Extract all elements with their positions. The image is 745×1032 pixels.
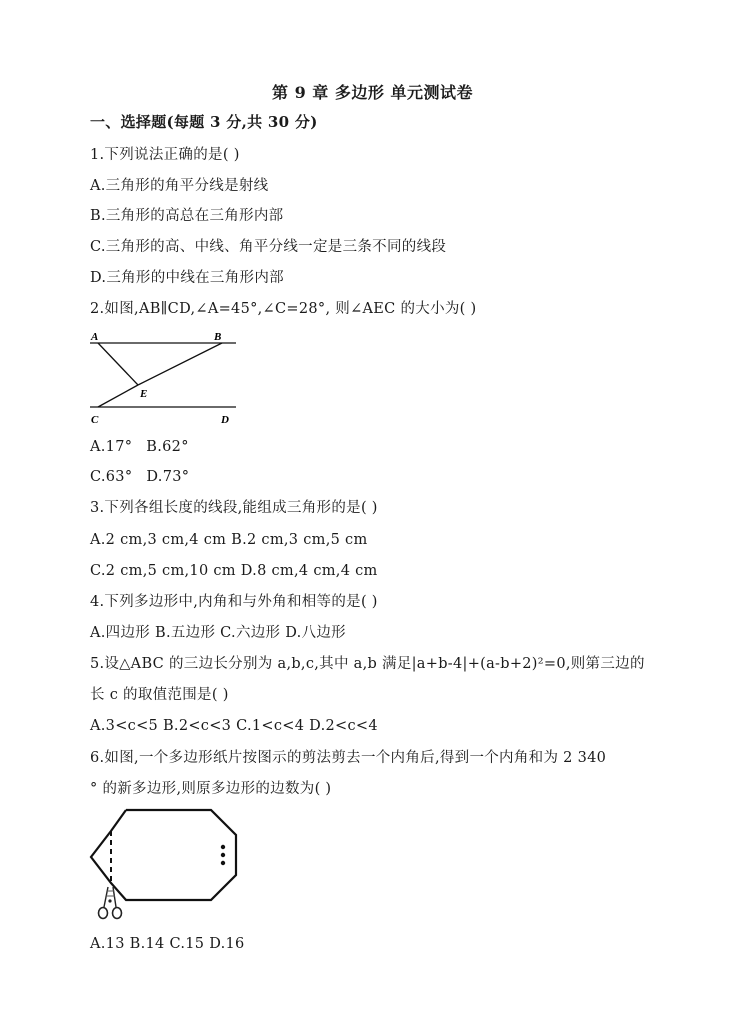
question-2-option-a: A.17° (90, 439, 133, 455)
question-1-option-b: B.三角形的高总在三角形内部 (90, 208, 284, 224)
question-2-option-d: D.73° (146, 469, 190, 485)
question-3-stem: 3.下列各组长度的线段,能组成三角形的是( ) (90, 500, 378, 516)
label-b: B (214, 331, 222, 343)
question-1-option-d: D.三角形的中线在三角形内部 (90, 270, 284, 286)
question-2-options-row2 (90, 467, 189, 487)
question-6-stem-line2: ° 的新多边形,则原多边形的边数为( ) (90, 781, 332, 797)
question-2-option-c: C.63° (90, 469, 133, 485)
question-5-stem-line2: 长 c 的取值范围是( ) (90, 687, 229, 703)
question-2-figure (88, 328, 248, 428)
question-1-option-c: C.三角形的高、中线、角平分线一定是三条不同的线段 (90, 239, 447, 255)
question-1-stem: 1.下列说法正确的是( ) (90, 147, 240, 163)
question-6-stem-line1: 6.如图,一个多边形纸片按图示的剪法剪去一个内角后,得到一个内角和为 2 340 (90, 750, 607, 766)
question-5-stem-line1: 5.设△ABC 的三边长分别为 a,b,c,其中 a,b 满足|a+b-4|+(a-b+2)²=0,则第三边的 (90, 656, 645, 672)
ellipsis-dot (221, 845, 225, 849)
page-title: 第 9 章 多边形 单元测试卷 (272, 83, 473, 102)
segment-be (138, 343, 222, 385)
section-heading-choice: 一、选择题(每题 3 分,共 30 分) (90, 113, 318, 131)
label-a: A (91, 331, 99, 343)
ellipsis-dot (221, 853, 225, 857)
question-3-options-row1: A.2 cm,3 cm,4 cm B.2 cm,3 cm,5 cm (90, 532, 368, 548)
question-4-stem: 4.下列多边形中,内角和与外角和相等的是( ) (90, 594, 378, 610)
question-2-option-b: B.62° (146, 439, 189, 455)
question-5-options: A.3<c<5 B.2<c<3 C.1<c<4 D.2<c<4 (90, 718, 378, 734)
segment-ce (98, 385, 138, 407)
label-d: D (221, 414, 229, 426)
question-6-figure (86, 805, 246, 925)
label-e: E (140, 388, 148, 400)
segment-ae (98, 343, 138, 385)
question-2-stem: 2.如图,AB∥CD,∠A=45°,∠C=28°, 则∠AEC 的大小为( ) (90, 301, 477, 317)
label-c: C (91, 414, 99, 426)
question-1-option-a: A.三角形的角平分线是射线 (90, 178, 269, 194)
question-4-options: A.四边形 B.五边形 C.六边形 D.八边形 (90, 625, 346, 641)
polygon-outline (91, 810, 236, 900)
ellipsis-dot (221, 861, 225, 865)
question-2-options-row1 (90, 437, 189, 457)
question-6-options: A.13 B.14 C.15 D.16 (90, 936, 245, 952)
question-3-options-row2: C.2 cm,5 cm,10 cm D.8 cm,4 cm,4 cm (90, 563, 378, 579)
